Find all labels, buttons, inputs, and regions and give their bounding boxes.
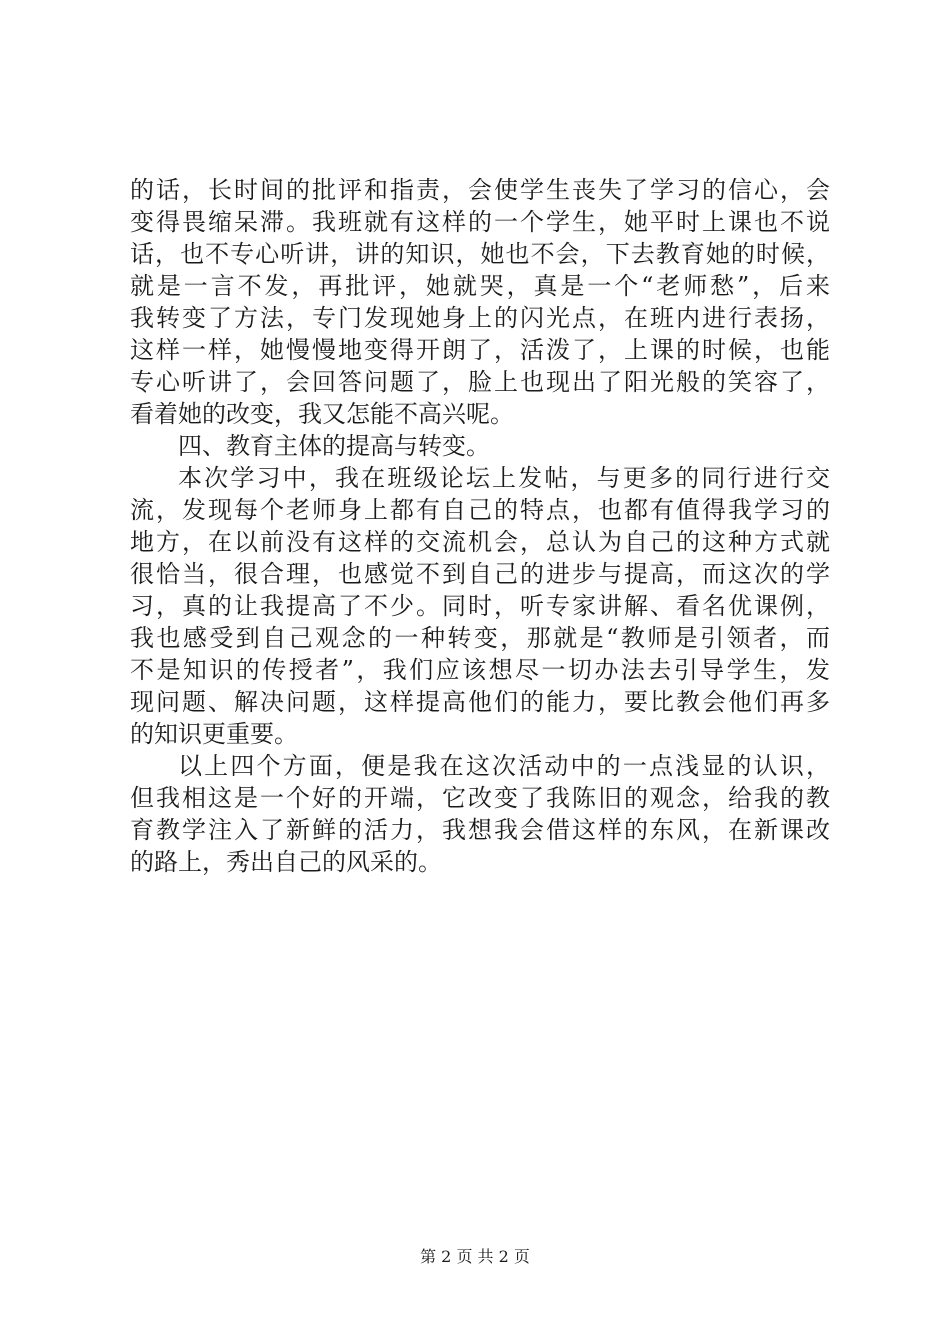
text-line: 育教学注入了新鲜的活力，我想我会借这样的东风，在新课改 <box>130 816 830 844</box>
text-line: 以上四个方面，便是我在这次活动中的一点浅显的认识， <box>178 752 830 780</box>
text-line: 的话，长时间的批评和指责，会使学生丧失了学习的信心，会 <box>130 176 830 204</box>
text-line: 我也感受到自己观念的一种转变，那就是“教师是引领者，而 <box>130 624 830 652</box>
text-line: 本次学习中，我在班级论坛上发帖，与更多的同行进行交 <box>178 464 830 492</box>
text-line: 现问题、解决问题，这样提高他们的能力，要比教会他们再多 <box>130 688 830 716</box>
text-line: 话，也不专心听讲，讲的知识，她也不会，下去教育她的时候， <box>130 240 830 268</box>
text-line: 我转变了方法，专门发现她身上的闪光点，在班内进行表扬， <box>130 304 830 332</box>
section-heading: 四、教育主体的提高与转变。 <box>178 432 490 460</box>
text-line: 很恰当，很合理，也感觉不到自己的进步与提高，而这次的学 <box>130 560 830 588</box>
page-number-footer: 第 2 页 共 2 页 <box>420 1247 530 1266</box>
text-line: 的路上，秀出自己的风采的。 <box>130 848 442 876</box>
text-line: 这样一样，她慢慢地变得开朗了，活泼了，上课的时候，也能 <box>130 336 830 364</box>
text-line: 地方，在以前没有这样的交流机会，总认为自己的这种方式就 <box>130 528 830 556</box>
text-line: 不是知识的传授者”，我们应该想尽一切办法去引导学生，发 <box>130 656 830 684</box>
text-line: 流，发现每个老师身上都有自己的特点，也都有值得我学习的 <box>130 496 830 524</box>
text-line: 习，真的让我提高了不少。同时，听专家讲解、看名优课例， <box>130 592 830 620</box>
text-line: 专心听讲了，会回答问题了，脸上也现出了阳光般的笑容了， <box>130 368 830 396</box>
document-body <box>130 174 830 878</box>
text-line: 变得畏缩呆滞。我班就有这样的一个学生，她平时上课也不说 <box>130 208 830 236</box>
text-line: 但我相这是一个好的开端，它改变了我陈旧的观念，给我的教 <box>130 784 830 812</box>
text-line: 就是一言不发，再批评，她就哭，真是一个“老师愁”，后来 <box>130 272 830 300</box>
text-line: 看着她的改变，我又怎能不高兴呢。 <box>130 400 514 428</box>
text-line: 的知识更重要。 <box>130 720 298 748</box>
